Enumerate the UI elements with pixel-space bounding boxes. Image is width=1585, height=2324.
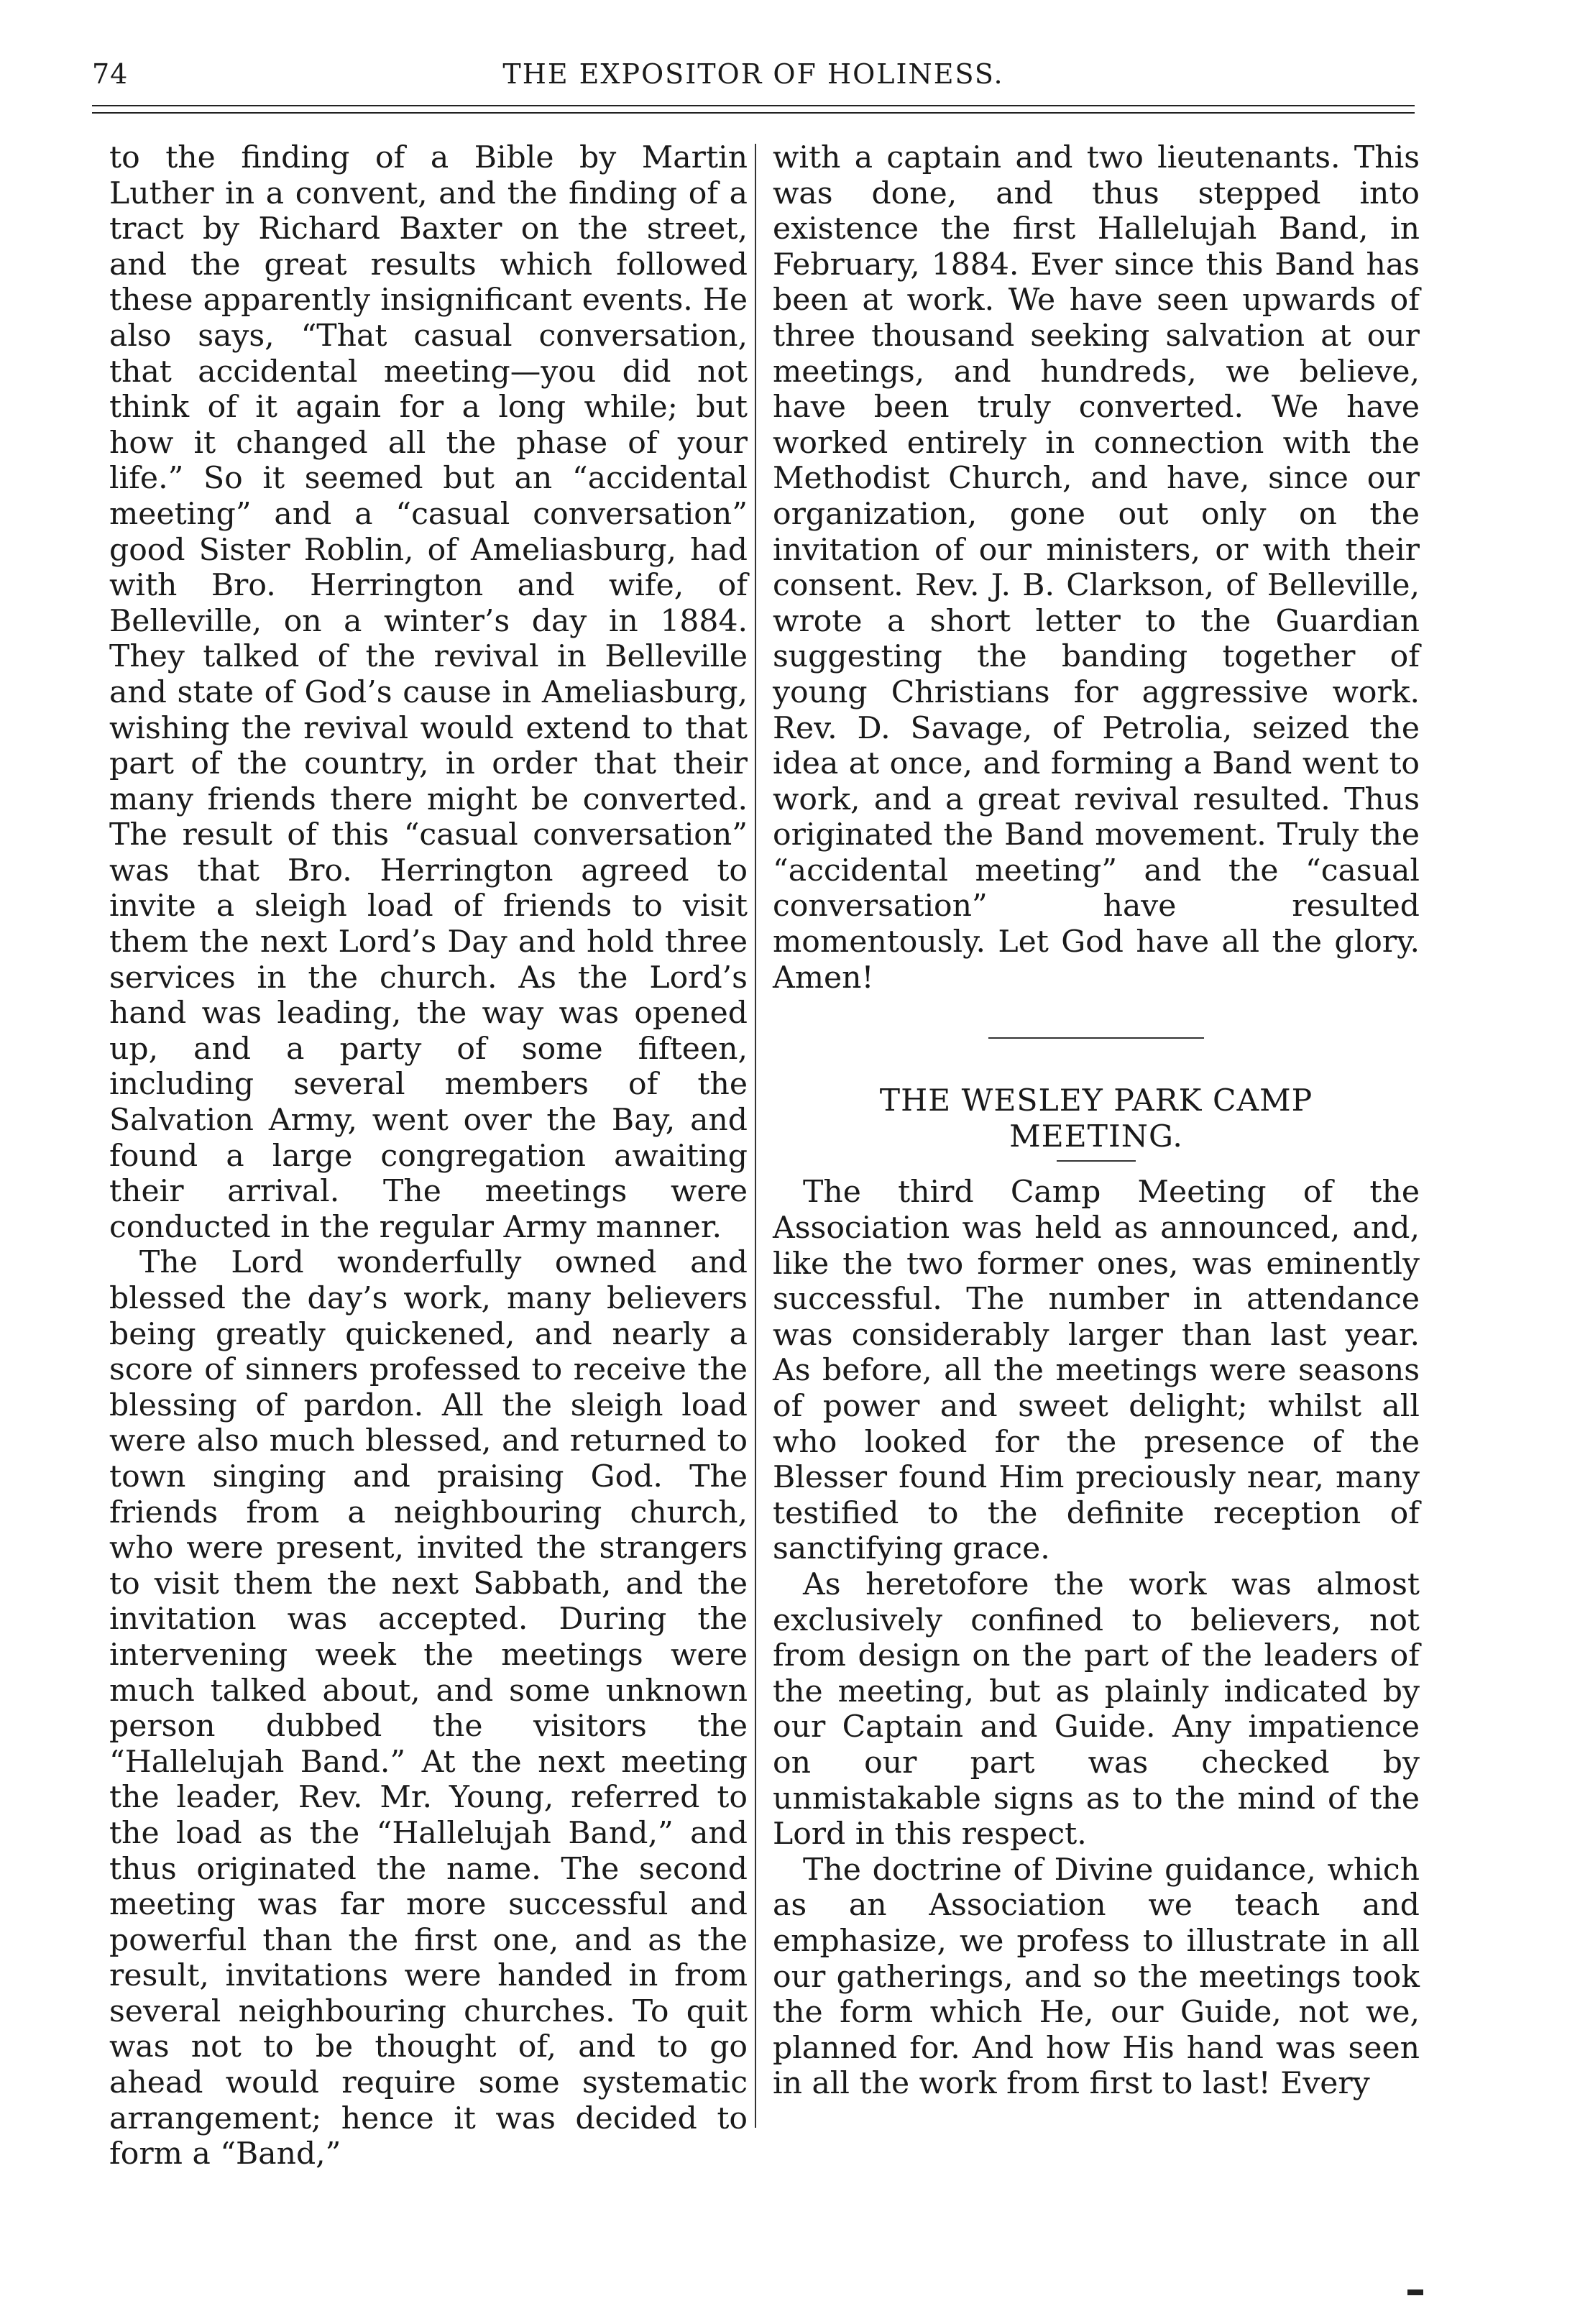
- running-title: THE EXPOSITOR OF HOLINESS.: [502, 58, 1004, 90]
- right-paragraph: As heretofore the work was almost exclusively confined to believers, not from design on the part of the leaders of the meeting, but as plainly indicated by our Captain and Guide. Any impatience on our part was checked by unmistakable signs as to the mind of the Lord in this respect.: [773, 1566, 1420, 1852]
- header-rule-bottom: [92, 112, 1415, 114]
- page-header: [92, 56, 1415, 106]
- right-paragraph: The doctrine of Divine guidance, which as an Association we teach and emphasize, we profess to illustrate in all our gatherings, and so the meetings took the form which He, our Guide, not we, planned for. And how His hand was seen in all the work from first to last! Every: [773, 1852, 1420, 2102]
- article-title-line-1: THE WESLEY PARK CAMP: [879, 1083, 1313, 1119]
- page-corner-mark: [1407, 2289, 1423, 2295]
- title-underline: [1057, 1160, 1136, 1162]
- article-title-line-2: MEETING.: [1009, 1119, 1183, 1154]
- header-rule-top: [92, 105, 1415, 106]
- right-continuation-paragraph: with a captain and two lieutenants. This was done, and thus stepped into existence the first Hallelujah Band, in February, 1884. Ever since this Band has been at work. We have seen upwards of three thousand seeking salvation at our meetings, and hundreds, we believe, have been truly converted. We have worked entirely in connection with the Methodist Church, and have, since our organization, gone out only on the invitation of our ministers, or with their consent. Rev. J. B. Clarkson, of Belleville, wrote a short letter to the Guardian suggesting the banding together of young Christians for aggressive work. Rev. D. Savage, of Petrolia, seized the idea at once, and forming a Band went to work, and a great revival resulted. Thus originated the Band movement. Truly the “accidental meeting” and the “casual conversation” have resulted momentously. Let God have all the glory. Amen!: [773, 140, 1420, 996]
- column-divider: [755, 144, 756, 2128]
- left-paragraph: to the finding of a Bible by Martin Luther in a convent, and the finding of a tract by Richard Baxter on the street, and the great results which followed these apparently insignificant events. He also says, “That casual conversation, that accidental meeting—you did not think of it again for a long while; but how it changed all the phase of your life.” So it seemed but an “accidental meeting” and a “casual conversation” good Sister Roblin, of Ameliasburg, had with Bro. Herrington and wife, of Belleville, on a winter’s day in 1884. They talked of the revival in Belleville and state of God’s cause in Ameliasburg, wishing the revival would extend to that part of the country, in order that their many friends there might be converted. The result of this “casual conversation” was that Bro. Herrington agreed to invite a sleigh load of friends to visit them the next Lord’s Day and hold three services in the church. As the Lord’s hand was leading, the way was opened up, and a party of some fifteen, including several members of the Salvation Army, went over the Bay, and found a large congregation awaiting their arrival. The meetings were conducted in the regular Army manner.: [109, 140, 748, 1245]
- left-paragraph: The Lord wonderfully owned and blessed the day’s work, many believers being greatly quickened, and nearly a score of sinners professed to receive the blessing of pardon. All the sleigh load were also much blessed, and returned to town singing and praising God. The friends from a neighbouring church, who were present, invited the strangers to visit them the next Sabbath, and the invitation was accepted. During the intervening week the meetings were much talked about, and some unknown person dubbed the visitors the “Hallelujah Band.” At the next meeting the leader, Rev. Mr. Young, referred to the load as the “Hallelujah Band,” and thus originated the name. The second meeting was far more successful and powerful than the first one, and as the result, invitations were handed in from several neighbouring churches. To quit was not to be thought of, and to go ahead would require some systematic arrangement; hence it was decided to form a “Band,”: [109, 1245, 748, 2172]
- page-number: 74: [92, 58, 129, 90]
- left-column: [109, 140, 748, 2172]
- right-column: [773, 140, 1420, 2102]
- right-paragraph: The third Camp Meeting of the Association was held as announced, and, like the two former ones, was eminently successful. The number in attendance was considerably larger than last year. As before, all the meetings were seasons of power and sweet delight; whilst all who looked for the presence of the Blesser found Him preciously near, many testified to the definite reception of sanctifying grace.: [773, 1175, 1420, 1567]
- section-divider: [988, 1037, 1204, 1039]
- article-title: [773, 1083, 1420, 1154]
